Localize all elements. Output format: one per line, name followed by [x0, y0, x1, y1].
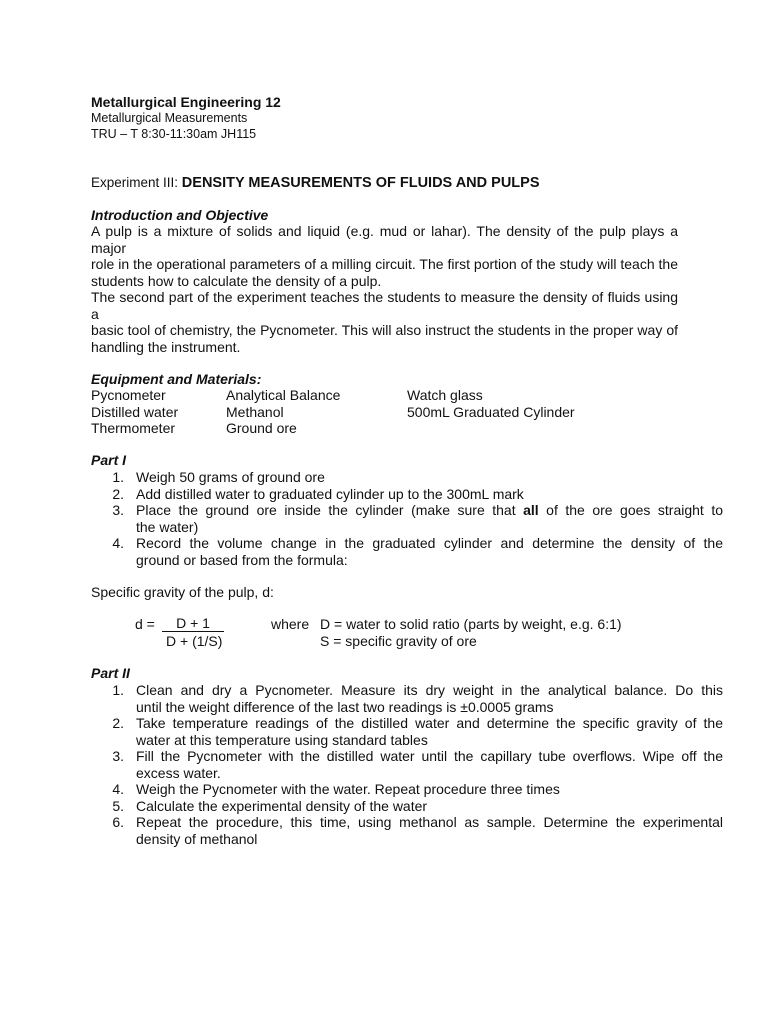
intro-p2-line: The second part of the experiment teaches the students to measure the density of fluids using a	[91, 289, 678, 322]
part2-heading: Part II	[91, 665, 130, 681]
course-title: Metallurgical Engineering 12	[91, 94, 281, 110]
experiment-prefix: Experiment III:	[91, 175, 182, 190]
part1-step: 1. Weigh 50 grams of ground ore	[112, 469, 325, 485]
equipment-col-1	[91, 387, 178, 437]
equipment-col-2	[226, 387, 340, 437]
course-schedule: TRU – T 8:30-11:30am JH115	[91, 127, 257, 141]
intro-p1-line: A pulp is a mixture of solids and liquid (e.g. mud or lahar). The density of the pulp plays a major	[91, 223, 678, 256]
intro-paragraph-2	[91, 289, 678, 355]
experiment-title	[91, 174, 540, 192]
part1-heading: Part I	[91, 452, 127, 468]
equipment-heading: Equipment and Materials:	[91, 371, 262, 387]
equipment-item: Analytical Balance	[226, 387, 341, 403]
part1-steps	[91, 469, 723, 568]
part2-step: 2. Take temperature readings of the distilled water and determine the specific gravity of the water at this temperature using standard tables	[112, 715, 723, 748]
part2-step: 6. Repeat the procedure, this time, using methanol as sample. Determine the experimental density of methanol	[112, 814, 723, 847]
equipment-col-3	[407, 387, 575, 420]
part1-step: 4. Record the volume change in the graduated cylinder and determine the density of the ground or based from the formula:	[112, 535, 723, 568]
intro-p2-line: handling the instrument.	[91, 338, 241, 355]
intro-p1-line: students how to calculate the density of a pulp.	[91, 272, 382, 289]
specific-gravity-label: Specific gravity of the pulp, d:	[91, 584, 274, 600]
formula-def-s: S = specific gravity of ore	[320, 633, 477, 649]
part1-step: 2. Add distilled water to graduated cylinder up to the 300mL mark	[112, 485, 524, 502]
part2-step: 1. Clean and dry a Pycnometer. Measure its dry weight in the analytical balance. Do this until the weight difference of the last two readings is ±0.0005 grams	[112, 682, 723, 715]
formula-where: where	[271, 616, 310, 632]
experiment-name: DENSITY MEASUREMENTS OF FLUIDS AND PULPS	[181, 175, 540, 191]
formula-numerator: D + 1	[162, 616, 224, 632]
equipment-item: Methanol	[226, 403, 284, 420]
course-subtitle: Metallurgical Measurements	[91, 111, 248, 125]
equipment-item: Watch glass	[407, 387, 483, 403]
equipment-item: Thermometer	[91, 420, 176, 436]
intro-heading: Introduction and Objective	[91, 207, 269, 223]
formula-lhs: d =	[135, 616, 155, 632]
equipment-item: 500mL Graduated Cylinder	[407, 403, 575, 420]
formula-def-d: D = water to solid ratio (parts by weight, e.g. 6:1)	[320, 616, 622, 632]
part2-step: 5. Calculate the experimental density of the water	[112, 797, 428, 814]
part1-step: 3. Place the ground ore inside the cylinder (make sure that all of the ore goes straight to the water)	[112, 502, 723, 535]
equipment-item: Distilled water	[91, 403, 179, 420]
intro-p2-line: basic tool of chemistry, the Pycnometer. This will also instruct the students in the proper way of	[91, 322, 678, 338]
intro-paragraph-1	[91, 223, 678, 289]
equipment-item: Pycnometer	[91, 387, 166, 403]
part2-steps	[91, 682, 723, 847]
formula-denominator: D + (1/S)	[166, 633, 223, 649]
equipment-item: Ground ore	[226, 420, 297, 436]
part2-step: 4. Weigh the Pycnometer with the water. Repeat procedure three times	[112, 781, 560, 797]
intro-p1-line: role in the operational parameters of a milling circuit. The first portion of the study will teach the	[91, 256, 678, 272]
part2-step: 3. Fill the Pycnometer with the distilled water until the capillary tube overflows. Wipe off the excess water.	[112, 748, 723, 781]
